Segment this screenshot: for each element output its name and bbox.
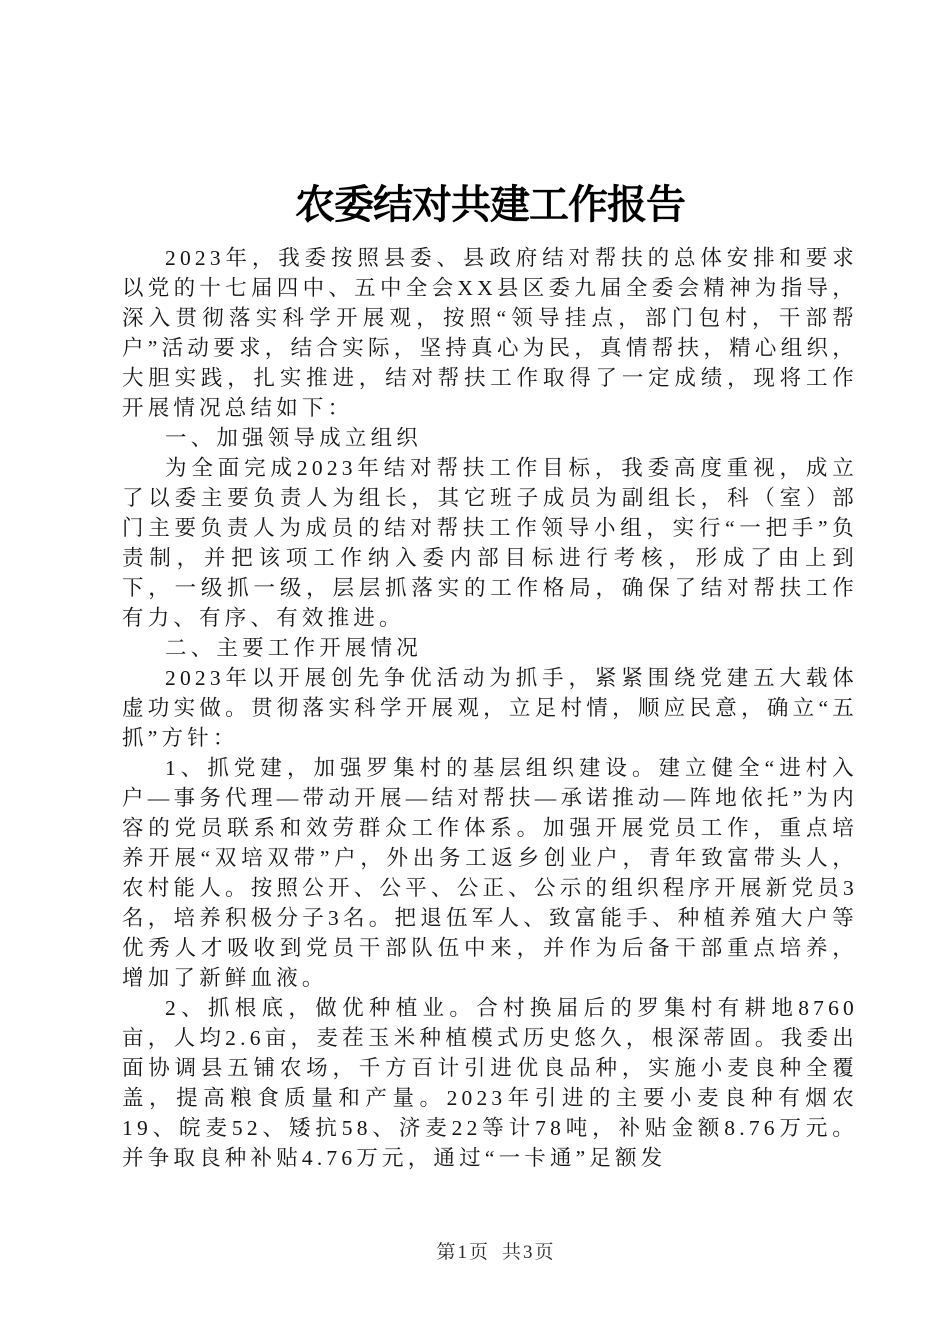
section-heading-1: 一、加强领导成立组织 [165,426,423,450]
document-body [122,243,858,1173]
document-title: 农委结对共建工作报告 [295,182,685,227]
page-footer [0,1241,950,1265]
body-paragraph-intro: 2023年，我委按照县委、县政府结对帮扶的总体安排和要求以党的十七届四中、五中全会XX县区委九届全委会精神为指导，深入贯彻落实科学开展观，按照“领导挂点，部门包村，干部帮户”活动要求，结合实际，坚持真心为民，真情帮扶，精心组织，大胆实践，扎实推进，结对帮扶工作取得了一定成绩，现将工作开展情况总结如下： [122,246,858,420]
page-number-current: 第1页 [436,1242,490,1263]
body-paragraph-leadership: 为全面完成2023年结对帮扶工作目标，我委高度重视，成立了以委主要负责人为组长，其它班子成员为副组长，科（室）部门主要负责人为成员的结对帮扶工作领导小组，实行“一把手”负责制，并把该项工作纳入委内部目标进行考核，形成了由上到下，一级抓一级，层层抓落实的工作格局，确保了结对帮扶工作有力、有序、有效推进。 [122,456,858,630]
body-paragraph-party-building: 1、抓党建，加强罗集村的基层组织建设。建立健全“进村入户—事务代理—带动开展—结对帮扶—承诺推动—阵地依托”为内容的党员联系和效劳群众工作体系。加强开展党员工作，重点培养开展“双培双带”户，外出务工返乡创业户，青年致富带头人，农村能人。按照公开、公平、公正、公示的组织程序开展新党员3名，培养积极分子3名。把退伍军人、致富能手、种植养殖大户等优秀人才吸收到党员干部队伍中来，并作为后备干部重点培养，增加了新鲜血液。 [122,756,858,990]
page-count-total: 共3页 [502,1242,556,1263]
section-heading-2: 二、主要工作开展情况 [165,636,423,660]
body-paragraph-overview: 2023年以开展创先争优活动为抓手，紧紧围绕党建五大载体虚功实做。贯彻落实科学开展观，立足村情，顺应民意，确立“五抓”方针： [122,666,858,750]
body-paragraph-planting: 2、抓根底，做优种植业。合村换届后的罗集村有耕地8760亩，人均2.6亩，麦茬玉米种植模式历史悠久，根深蒂固。我委出面协调县五铺农场，千方百计引进优良品种，实施小麦良种全覆盖，提高粮食质量和产量。2023年引进的主要小麦良种有烟农19、皖麦52、矮抗58、济麦22等计78吨，补贴金额8.76万元。并争取良种补贴4.76万元，通过“一卡通”足额发 [122,996,858,1170]
